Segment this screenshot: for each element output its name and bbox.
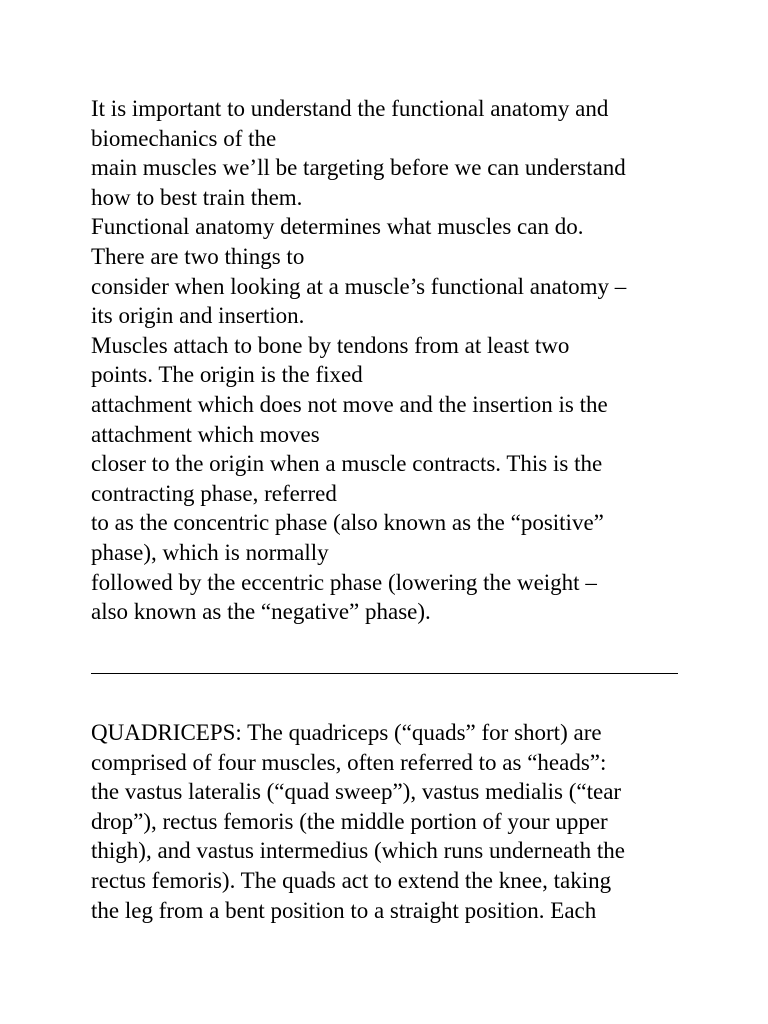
text-line: biomechanics of the	[91, 125, 277, 151]
text-line: Muscles attach to bone by tendons from at least two	[91, 332, 570, 358]
text-line: QUADRICEPS: The quadriceps (“quads” for short) are	[91, 720, 602, 745]
text-line: thigh), and vastus intermedius (which runs underneath the	[91, 838, 625, 864]
text-line: attachment which moves	[91, 421, 320, 447]
text-line: rectus femoris). The quads act to extend the knee, taking	[91, 867, 612, 893]
text-line: comprised of four muscles, often referred to as “heads”:	[91, 749, 607, 775]
text-line: There are two things to	[91, 243, 305, 269]
text-line: its origin and insertion.	[91, 303, 305, 329]
text-line: closer to the origin when a muscle contracts. This is the	[91, 451, 603, 477]
text-line: the vastus lateralis (“quad sweep”), vastus medialis (“tear	[91, 779, 622, 805]
text-line: It is important to understand the functional anatomy and	[91, 96, 609, 121]
text-line: consider when looking at a muscle’s functional anatomy –	[91, 273, 627, 299]
text-line: drop”), rectus femoris (the middle portion of your upper	[91, 808, 608, 834]
horizontal-divider	[91, 673, 678, 674]
text-line: Functional anatomy determines what muscles can do.	[91, 214, 584, 240]
text-line: also known as the “negative” phase).	[91, 599, 431, 625]
text-line: attachment which does not move and the insertion is the	[91, 391, 608, 417]
text-line: main muscles we’ll be targeting before we can understand	[91, 155, 626, 181]
text-line: followed by the eccentric phase (lowering the weight –	[91, 569, 597, 595]
intro-paragraph	[91, 94, 691, 627]
text-line: contracting phase, referred	[91, 480, 337, 506]
text-line: points. The origin is the fixed	[91, 362, 363, 388]
text-line: to as the concentric phase (also known as the “positive”	[91, 510, 604, 536]
text-line: how to best train them.	[91, 184, 303, 210]
text-line: phase), which is normally	[91, 539, 329, 565]
text-line: the leg from a bent position to a straight position. Each	[91, 897, 597, 923]
quadriceps-paragraph	[91, 718, 691, 925]
